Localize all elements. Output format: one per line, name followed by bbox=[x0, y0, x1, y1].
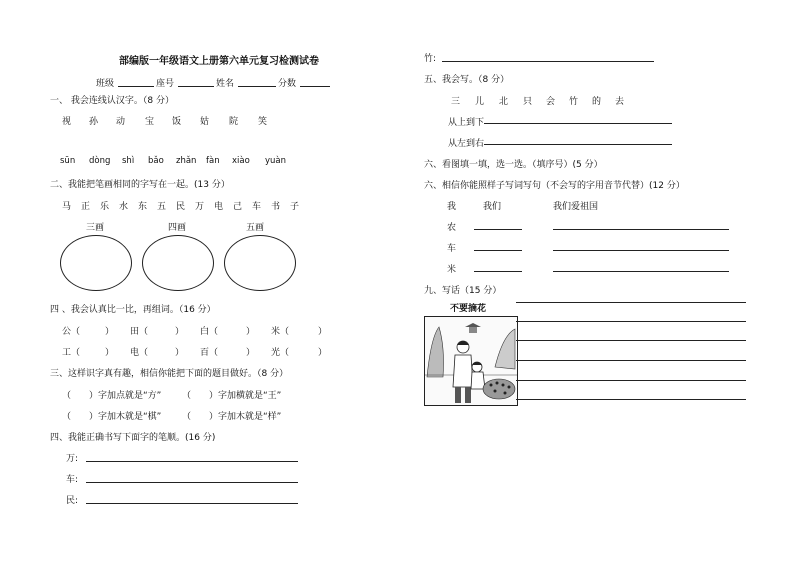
q3-item-close: ） bbox=[246, 327, 256, 337]
q3-item-open: 百（ bbox=[200, 348, 219, 358]
q3-item-open: 白（ bbox=[200, 327, 219, 337]
q6-line1-label: 从上到下 bbox=[448, 118, 485, 128]
q6-char: 去 bbox=[615, 97, 625, 107]
q4-item: （ ）字加点就是“方” bbox=[62, 391, 162, 401]
q1-pinyin: sūn bbox=[60, 156, 76, 166]
q1-char: 笑 bbox=[258, 117, 268, 127]
q6-char: 的 bbox=[592, 97, 602, 107]
q7-heading: 六、看图填一填，选一选。（填序号）(5 分） bbox=[424, 160, 603, 170]
q3-item-close: ） bbox=[246, 348, 256, 358]
q1-char: 动 bbox=[116, 117, 126, 127]
q2-char: 书 bbox=[271, 202, 281, 212]
zhu-answer-line[interactable] bbox=[442, 61, 654, 62]
q8-char-label: 米 bbox=[447, 265, 457, 275]
q8-char-label: 农 bbox=[447, 223, 457, 233]
score-field[interactable] bbox=[300, 86, 330, 87]
q8-word-line[interactable] bbox=[474, 250, 522, 251]
mother-child-flowers-image bbox=[425, 317, 517, 405]
q3-item-close: ） bbox=[105, 348, 115, 358]
q2-char: 乐 bbox=[100, 202, 110, 212]
q1-char: 孙 bbox=[89, 117, 99, 127]
q5-answer-line[interactable] bbox=[86, 503, 298, 504]
q3-item-open: 公（ bbox=[62, 327, 81, 337]
q2-char: 子 bbox=[290, 202, 300, 212]
q2-heading: 二、我能把笔画相同的字写在一起。(13 分） bbox=[50, 180, 230, 190]
q8-example-char: 我 bbox=[447, 202, 457, 212]
q1-char: 宝 bbox=[145, 117, 155, 127]
q1-pinyin: xiào bbox=[232, 156, 250, 166]
zhu-label: 竹: bbox=[424, 54, 437, 64]
q2-char: 电 bbox=[214, 202, 224, 212]
q8-sentence-line[interactable] bbox=[553, 271, 729, 272]
q2-char: 民 bbox=[176, 202, 186, 212]
q1-char: 视 bbox=[62, 117, 72, 127]
class-field[interactable] bbox=[118, 86, 154, 87]
q6-answer-line[interactable] bbox=[484, 123, 672, 124]
q5-char-label: 万: bbox=[66, 454, 79, 464]
q3-item-close: ） bbox=[175, 327, 185, 337]
q6-char: 竹 bbox=[569, 97, 579, 107]
q9-writing-line[interactable] bbox=[516, 380, 746, 381]
q3-item-close: ） bbox=[318, 348, 328, 358]
q9-heading: 九、写话（15 分） bbox=[424, 286, 502, 296]
q2-char: 己 bbox=[233, 202, 243, 212]
q8-sentence-line[interactable] bbox=[553, 229, 729, 230]
q5-char-label: 车: bbox=[66, 475, 79, 485]
q6-heading: 五、我会写。（8 分） bbox=[424, 75, 510, 85]
score-label: 分数 bbox=[278, 79, 297, 89]
seat-label: 座号 bbox=[156, 79, 175, 89]
name-field[interactable] bbox=[238, 86, 276, 87]
oval-four[interactable] bbox=[142, 235, 214, 291]
q3-item-close: ） bbox=[105, 327, 115, 337]
seat-field[interactable] bbox=[178, 86, 214, 87]
q9-writing-line[interactable] bbox=[516, 399, 746, 400]
q3-item-open: 工（ bbox=[62, 348, 81, 358]
q1-char: 院 bbox=[229, 117, 239, 127]
q3-heading: 四 、我会认真比一比，再组词。（16 分） bbox=[50, 305, 216, 315]
q3-item-open: 田（ bbox=[130, 327, 149, 337]
q6-char: 三 bbox=[451, 97, 461, 107]
q4-heading: 三、这样识字真有趣，相信你能把下面的题目做好。（8 分） bbox=[50, 369, 289, 379]
class-label: 班级 bbox=[96, 79, 115, 89]
q2-char: 东 bbox=[138, 202, 148, 212]
q3-item-close: ） bbox=[175, 348, 185, 358]
q9-writing-line[interactable] bbox=[516, 360, 746, 361]
q8-word-line[interactable] bbox=[474, 271, 522, 272]
q6-char: 北 bbox=[499, 97, 509, 107]
oval-three[interactable] bbox=[60, 235, 132, 291]
q2-char: 万 bbox=[195, 202, 205, 212]
q2-char: 马 bbox=[62, 202, 72, 212]
q1-pinyin: dòng bbox=[89, 156, 111, 166]
q1-pinyin: zhǎn bbox=[176, 156, 197, 166]
q6-line2-label: 从左到右 bbox=[448, 139, 485, 149]
q4-item: （ ）字加木就是“样” bbox=[182, 412, 282, 422]
q6-char: 会 bbox=[546, 97, 556, 107]
q3-item-open: 光（ bbox=[271, 348, 290, 358]
q2-char: 水 bbox=[119, 202, 129, 212]
group-label-four: 四画 bbox=[168, 223, 187, 233]
oval-five[interactable] bbox=[224, 235, 296, 291]
q9-writing-line[interactable] bbox=[516, 340, 746, 341]
q2-char: 正 bbox=[81, 202, 91, 212]
q8-char-label: 车 bbox=[447, 244, 457, 254]
q4-item: （ ）字加木就是“棋” bbox=[62, 412, 162, 422]
q6-char: 儿 bbox=[475, 97, 485, 107]
q4-item: （ ）字加横就是“王” bbox=[182, 391, 282, 401]
q1-pinyin: shì bbox=[122, 156, 135, 166]
q2-char: 车 bbox=[252, 202, 262, 212]
page-title: 部编版一年级语文上册第六单元复习检测试卷 bbox=[119, 56, 319, 67]
q9-picture-caption: 不要摘花 bbox=[450, 304, 487, 314]
q1-pinyin: fàn bbox=[206, 156, 220, 166]
q9-illustration bbox=[424, 316, 518, 406]
q5-char-label: 民: bbox=[66, 496, 79, 506]
q9-writing-line[interactable] bbox=[516, 321, 746, 322]
q3-item-open: 电（ bbox=[130, 348, 149, 358]
q8-example-word: 我们 bbox=[483, 202, 502, 212]
name-label: 姓名 bbox=[216, 79, 235, 89]
group-label-five: 五画 bbox=[246, 223, 265, 233]
q1-pinyin: yuàn bbox=[265, 156, 287, 166]
q8-word-line[interactable] bbox=[474, 229, 522, 230]
q1-char: 姑 bbox=[200, 117, 210, 127]
q1-pinyin: bǎo bbox=[148, 156, 164, 166]
q8-sentence-line[interactable] bbox=[553, 250, 729, 251]
q1-heading: 一、 我会连线认汉字。（8 分） bbox=[50, 96, 174, 106]
q3-item-open: 米（ bbox=[271, 327, 290, 337]
q6-answer-line[interactable] bbox=[484, 144, 672, 145]
q9-writing-line[interactable] bbox=[516, 302, 746, 303]
q6-char: 只 bbox=[523, 97, 533, 107]
q5-answer-line[interactable] bbox=[86, 482, 298, 483]
q8-heading: 六、相信你能照样子写词写句（不会写的字用音节代替）(12 分） bbox=[424, 181, 685, 191]
q8-example-sentence: 我们爱祖国 bbox=[553, 202, 599, 212]
group-label-three: 三画 bbox=[86, 223, 105, 233]
q3-item-close: ） bbox=[318, 327, 328, 337]
q1-char: 饭 bbox=[172, 117, 182, 127]
q5-answer-line[interactable] bbox=[86, 461, 298, 462]
q2-char: 五 bbox=[157, 202, 167, 212]
q5-heading: 四、我能正确书写下面字的笔顺。(16 分) bbox=[50, 433, 216, 443]
